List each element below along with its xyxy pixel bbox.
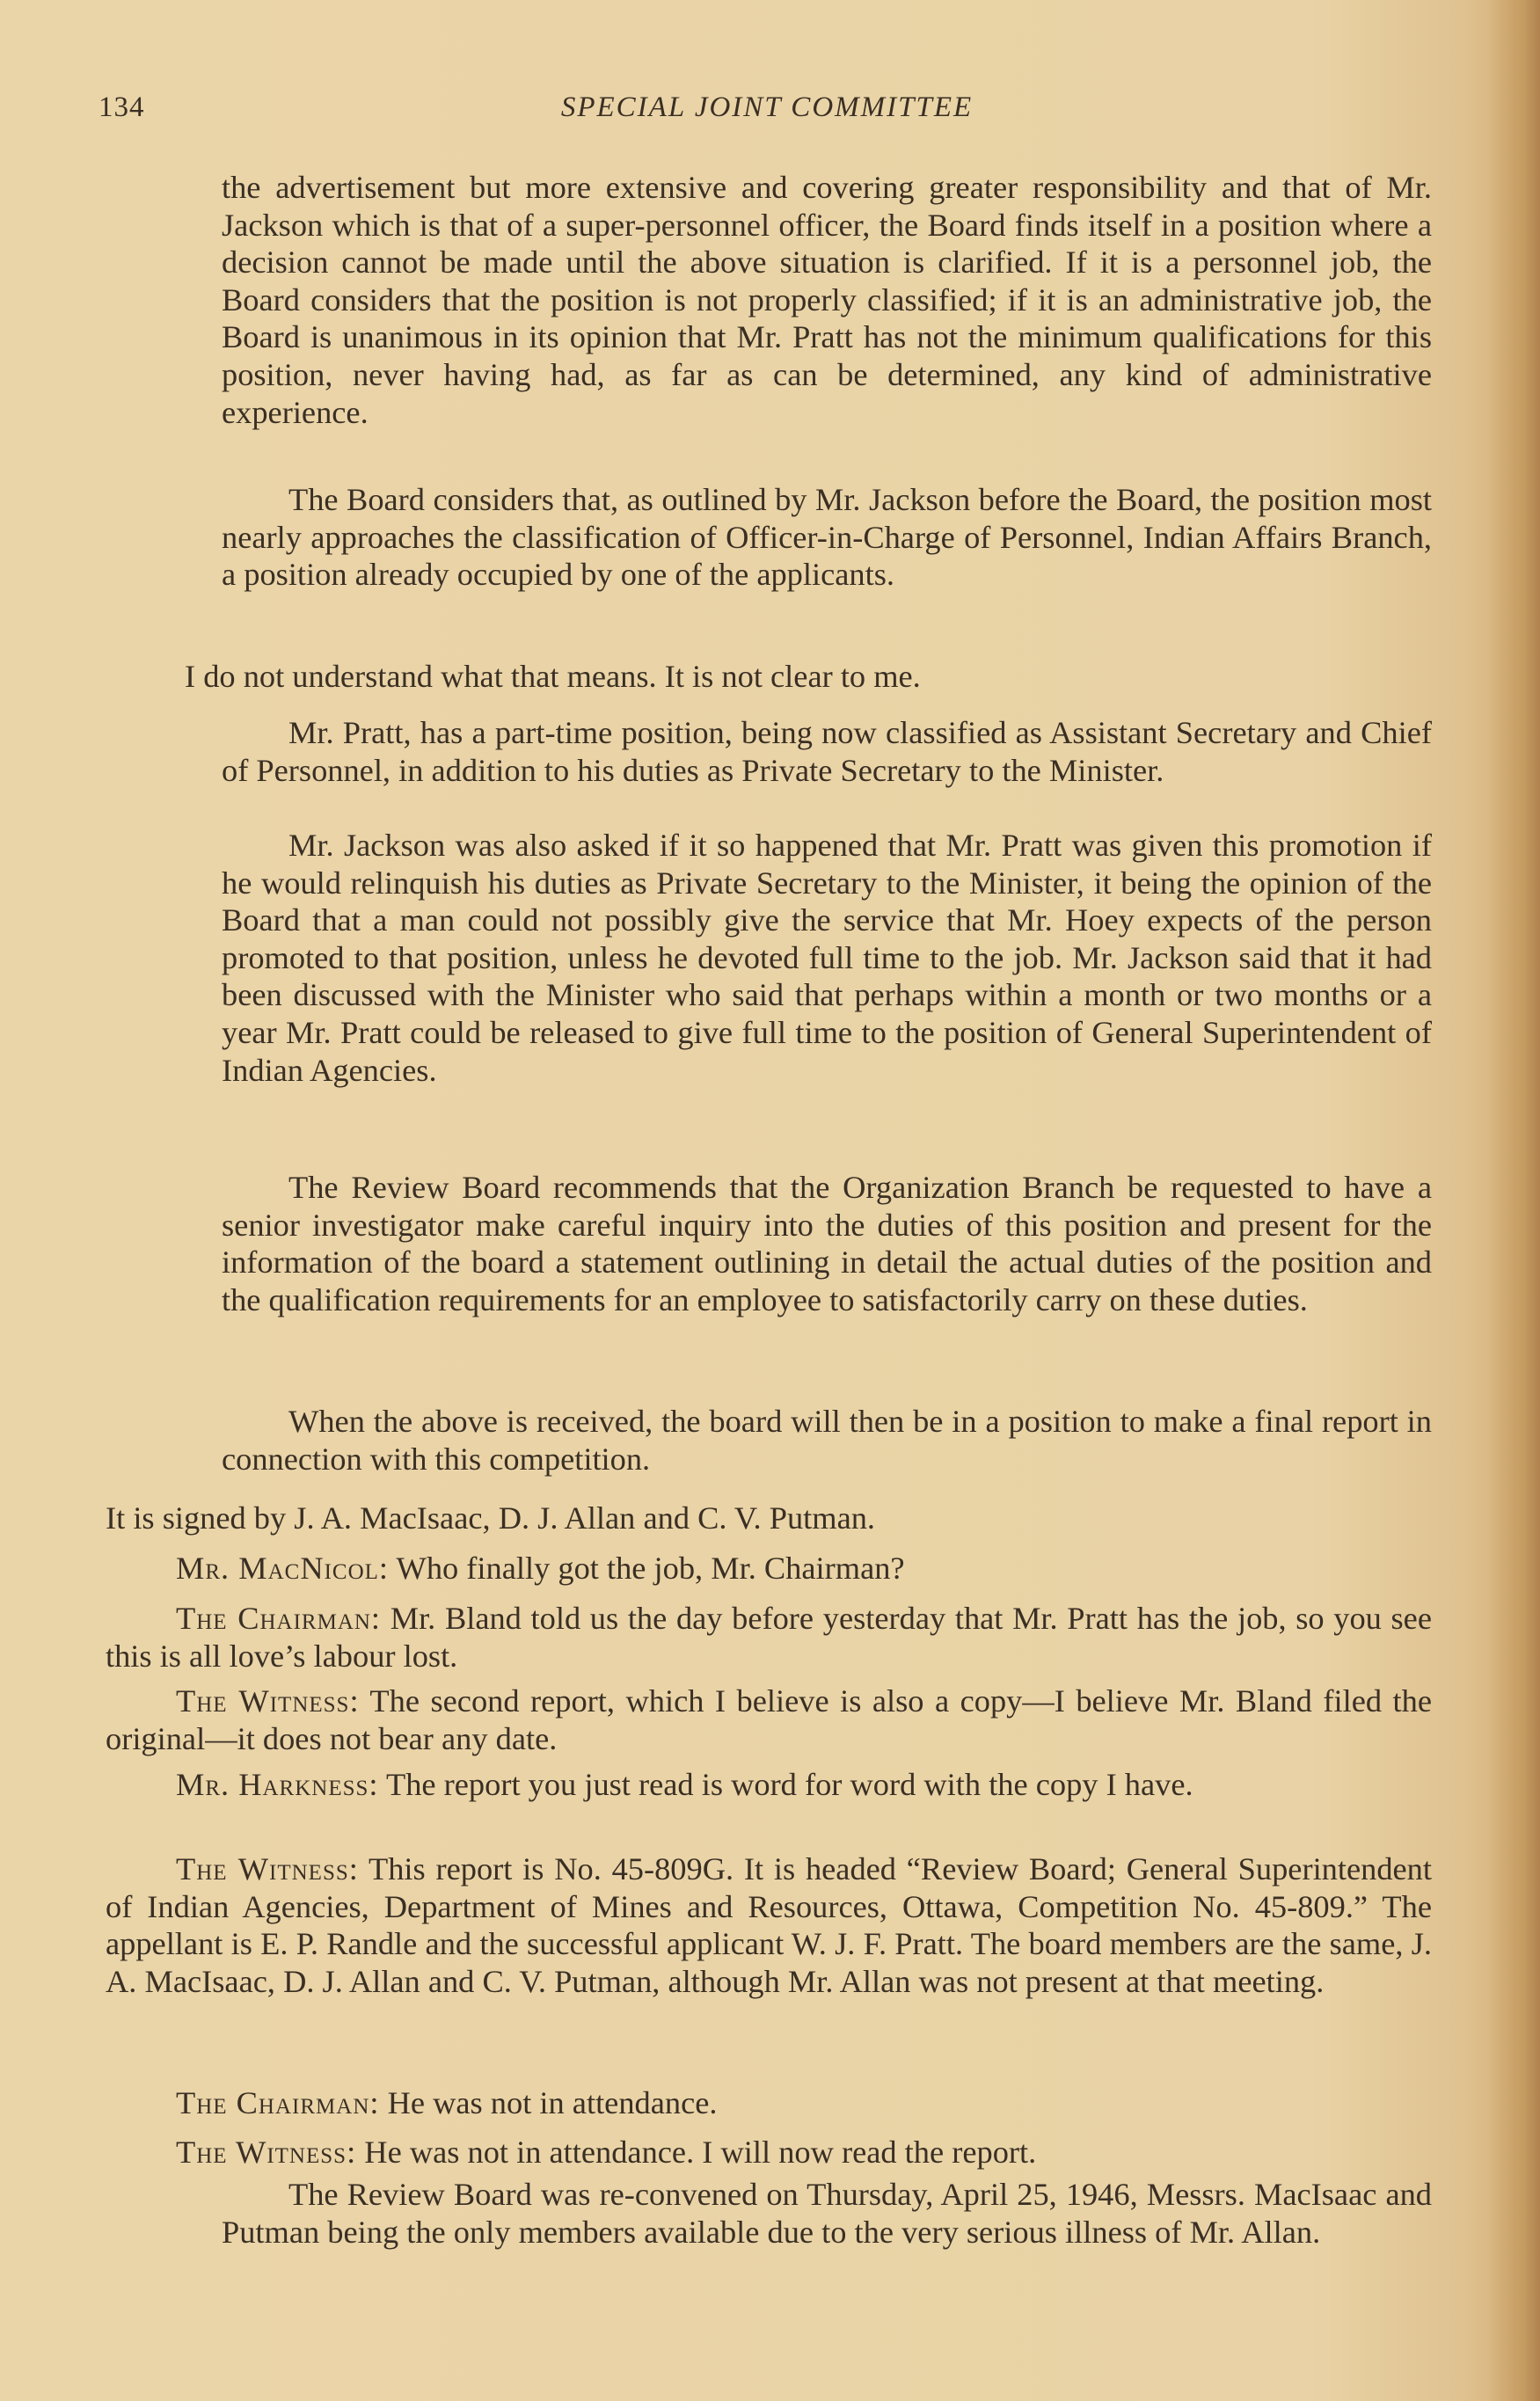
running-title: SPECIAL JOINT COMMITTEE [560, 91, 974, 123]
dialogue-paragraph [106, 1682, 1432, 1757]
dialogue-paragraph [106, 1550, 1432, 1587]
page-number: 134 [99, 91, 145, 123]
dialogue-text: He was not in attendance. I will now read the report. [356, 2135, 1037, 2170]
speaker-name: The Chairman: [176, 1601, 382, 1636]
dialogue-paragraph [106, 1766, 1432, 1804]
quote-paragraph: The Review Board recommends that the Organization Branch be requested to have a senior investigator make careful inquiry into the duties of this position and present for the information of the board a statement outlining in detail the actual duties of the position and the qualification requirements for an employee to satisfactorily carry on these duties. [222, 1170, 1432, 1317]
quote-paragraph: When the above is received, the board will then be in a position to make a final report in connection with this competition. [222, 1404, 1432, 1477]
quote-paragraph: the advertisement but more extensive and covering greater responsibility and that of Mr. Jackson which is that of a super-personnel officer, the Board finds itself in a position where a decision cannot be made until the above situation is clarified. If it is a personnel job, the Board considers that the position is not properly classified; if it is an administrative job, the Board is unanimous in its opinion that Mr. Pratt has not the minimum qualifications for this position, never having had, as far as can be determined, any kind of administrative experience. [222, 170, 1432, 430]
quote-paragraph: Mr. Jackson was also asked if it so happened that Mr. Pratt was given this promotion if he would relinquish his duties as Private Secretary to the Minister, it being the opinion of the Board that a man could not possibly give the service that Mr. Hoey expects of the person promoted to that position, unless he devoted full time to the job. Mr. Jackson said that it had been discussed with the Minister who said that perhaps within a month or two months or a year Mr. Pratt could be released to give full time to the position of General Superintendent of Indian Agencies. [222, 828, 1432, 1088]
page-header [99, 91, 1435, 135]
quote-paragraph: The Board considers that, as outlined by Mr. Jackson before the Board, the position most nearly approaches the classification of Officer-in-Charge of Personnel, Indian Affairs Branch, a position already occupied by one of the applicants. [222, 482, 1432, 593]
quote-paragraph: The Review Board was re-convened on Thursday, April 25, 1946, Messrs. MacIsaac and Putman being the only members available due to the very serious illness of Mr. Allan. [222, 2177, 1432, 2250]
page-edge-shadow [1487, 0, 1540, 2401]
dialogue-text: He was not in attendance. [379, 2085, 718, 2120]
speaker-name: Mr. Harkness: [176, 1767, 379, 1802]
dialogue-text: Mr. Bland told us the day before yesterday that Mr. Pratt has the job, so you see this is all love’s labour lost. [106, 1601, 1432, 1674]
dialogue-text: This report is No. 45-809G. It is headed “Review Board; General Superintendent of Indian Agencies, Department of Mines and Resources, Ottawa, Competition No. 45-809.” The appellant is E. P. Randle and the successful applicant W. J. F. Pratt. The board members are the same, J. A. MacIsaac, D. J. Allan and C. V. Putman, although Mr. Allan was not present at that meeting. [106, 1851, 1432, 1999]
speaker-name: The Witness: [176, 1851, 359, 1886]
signed-paragraph: It is signed by J. A. MacIsaac, D. J. Allan and C. V. Putman. [106, 1500, 876, 1536]
interjection-paragraph: I do not understand what that means. It is not clear to me. [185, 659, 921, 694]
dialogue-text: Who finally got the job, Mr. Chairman? [389, 1551, 905, 1586]
speaker-name: The Witness: [176, 2135, 357, 2170]
dialogue-paragraph [106, 2134, 1432, 2171]
speaker-name: Mr. MacNicol: [176, 1551, 390, 1586]
dialogue-text: The report you just read is word for word with the copy I have. [378, 1767, 1193, 1802]
quote-paragraph: Mr. Pratt, has a part-time position, being now classified as Assistant Secretary and Chief of Personnel, in addition to his duties as Private Secretary to the Minister. [222, 715, 1432, 788]
dialogue-text: The second report, which I believe is also a copy—I believe Mr. Bland filed the original—it does not bear any date. [106, 1683, 1432, 1756]
dialogue-paragraph [106, 1600, 1432, 1675]
speaker-name: The Chairman: [176, 2085, 380, 2120]
dialogue-paragraph [106, 1850, 1432, 2000]
speaker-name: The Witness: [176, 1683, 360, 1719]
dialogue-paragraph [106, 2084, 1432, 2122]
